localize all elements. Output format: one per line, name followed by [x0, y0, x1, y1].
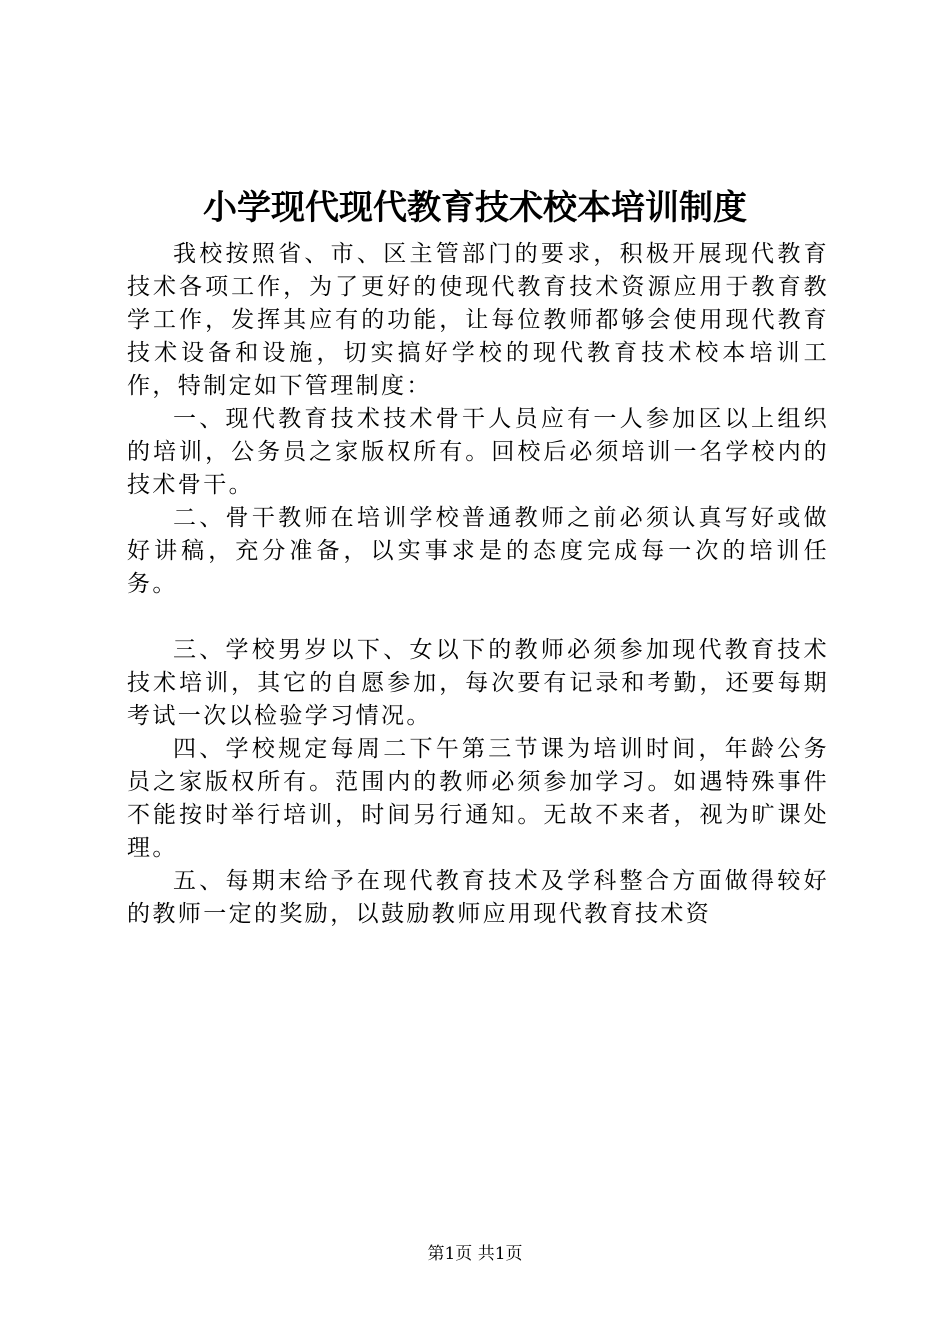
paragraph-rule-2: 二、骨干教师在培训学校普通教师之前必须认真写好或做好讲稿，充分准备，以实事求是的态度完成每一次的培训任务。: [127, 505, 829, 597]
paragraph-rule-4: 四、学校规定每周二下午第三节课为培训时间，年龄公务员之家版权所有。范围内的教师必须参加学习。如遇特殊事件不能按时举行培训，时间另行通知。无故不来者，视为旷课处理。: [127, 736, 829, 861]
paragraph-rule-5: 五、每期末给予在现代教育技术及学科整合方面做得较好的教师一定的奖励，以鼓励教师应用现代教育技术资: [127, 868, 829, 927]
document-title: 小学现代现代教育技术校本培训制度: [203, 188, 747, 228]
paragraph-rule-1: 一、现代教育技术技术骨干人员应有一人参加区以上组织的培训，公务员之家版权所有。回校后必须培训一名学校内的技术骨干。: [127, 406, 829, 498]
paragraph-spacer: [127, 601, 829, 634]
document-body: [127, 238, 829, 931]
paragraph-intro: 我校按照省、市、区主管部门的要求，积极开展现代教育技术各项工作，为了更好的使现代教育技术资源应用于教育教学工作，发挥其应有的功能，让每位教师都够会使用现代教育技术设备和设施，切实搞好学校的现代教育技术校本培训工作，特制定如下管理制度：: [127, 241, 829, 399]
paragraph-rule-3: 三、学校男岁以下、女以下的教师必须参加现代教育技术技术培训，其它的自愿参加，每次要有记录和考勤，还要每期考试一次以检验学习情况。: [127, 637, 829, 729]
page-footer: 第1页 共1页: [427, 1244, 523, 1264]
